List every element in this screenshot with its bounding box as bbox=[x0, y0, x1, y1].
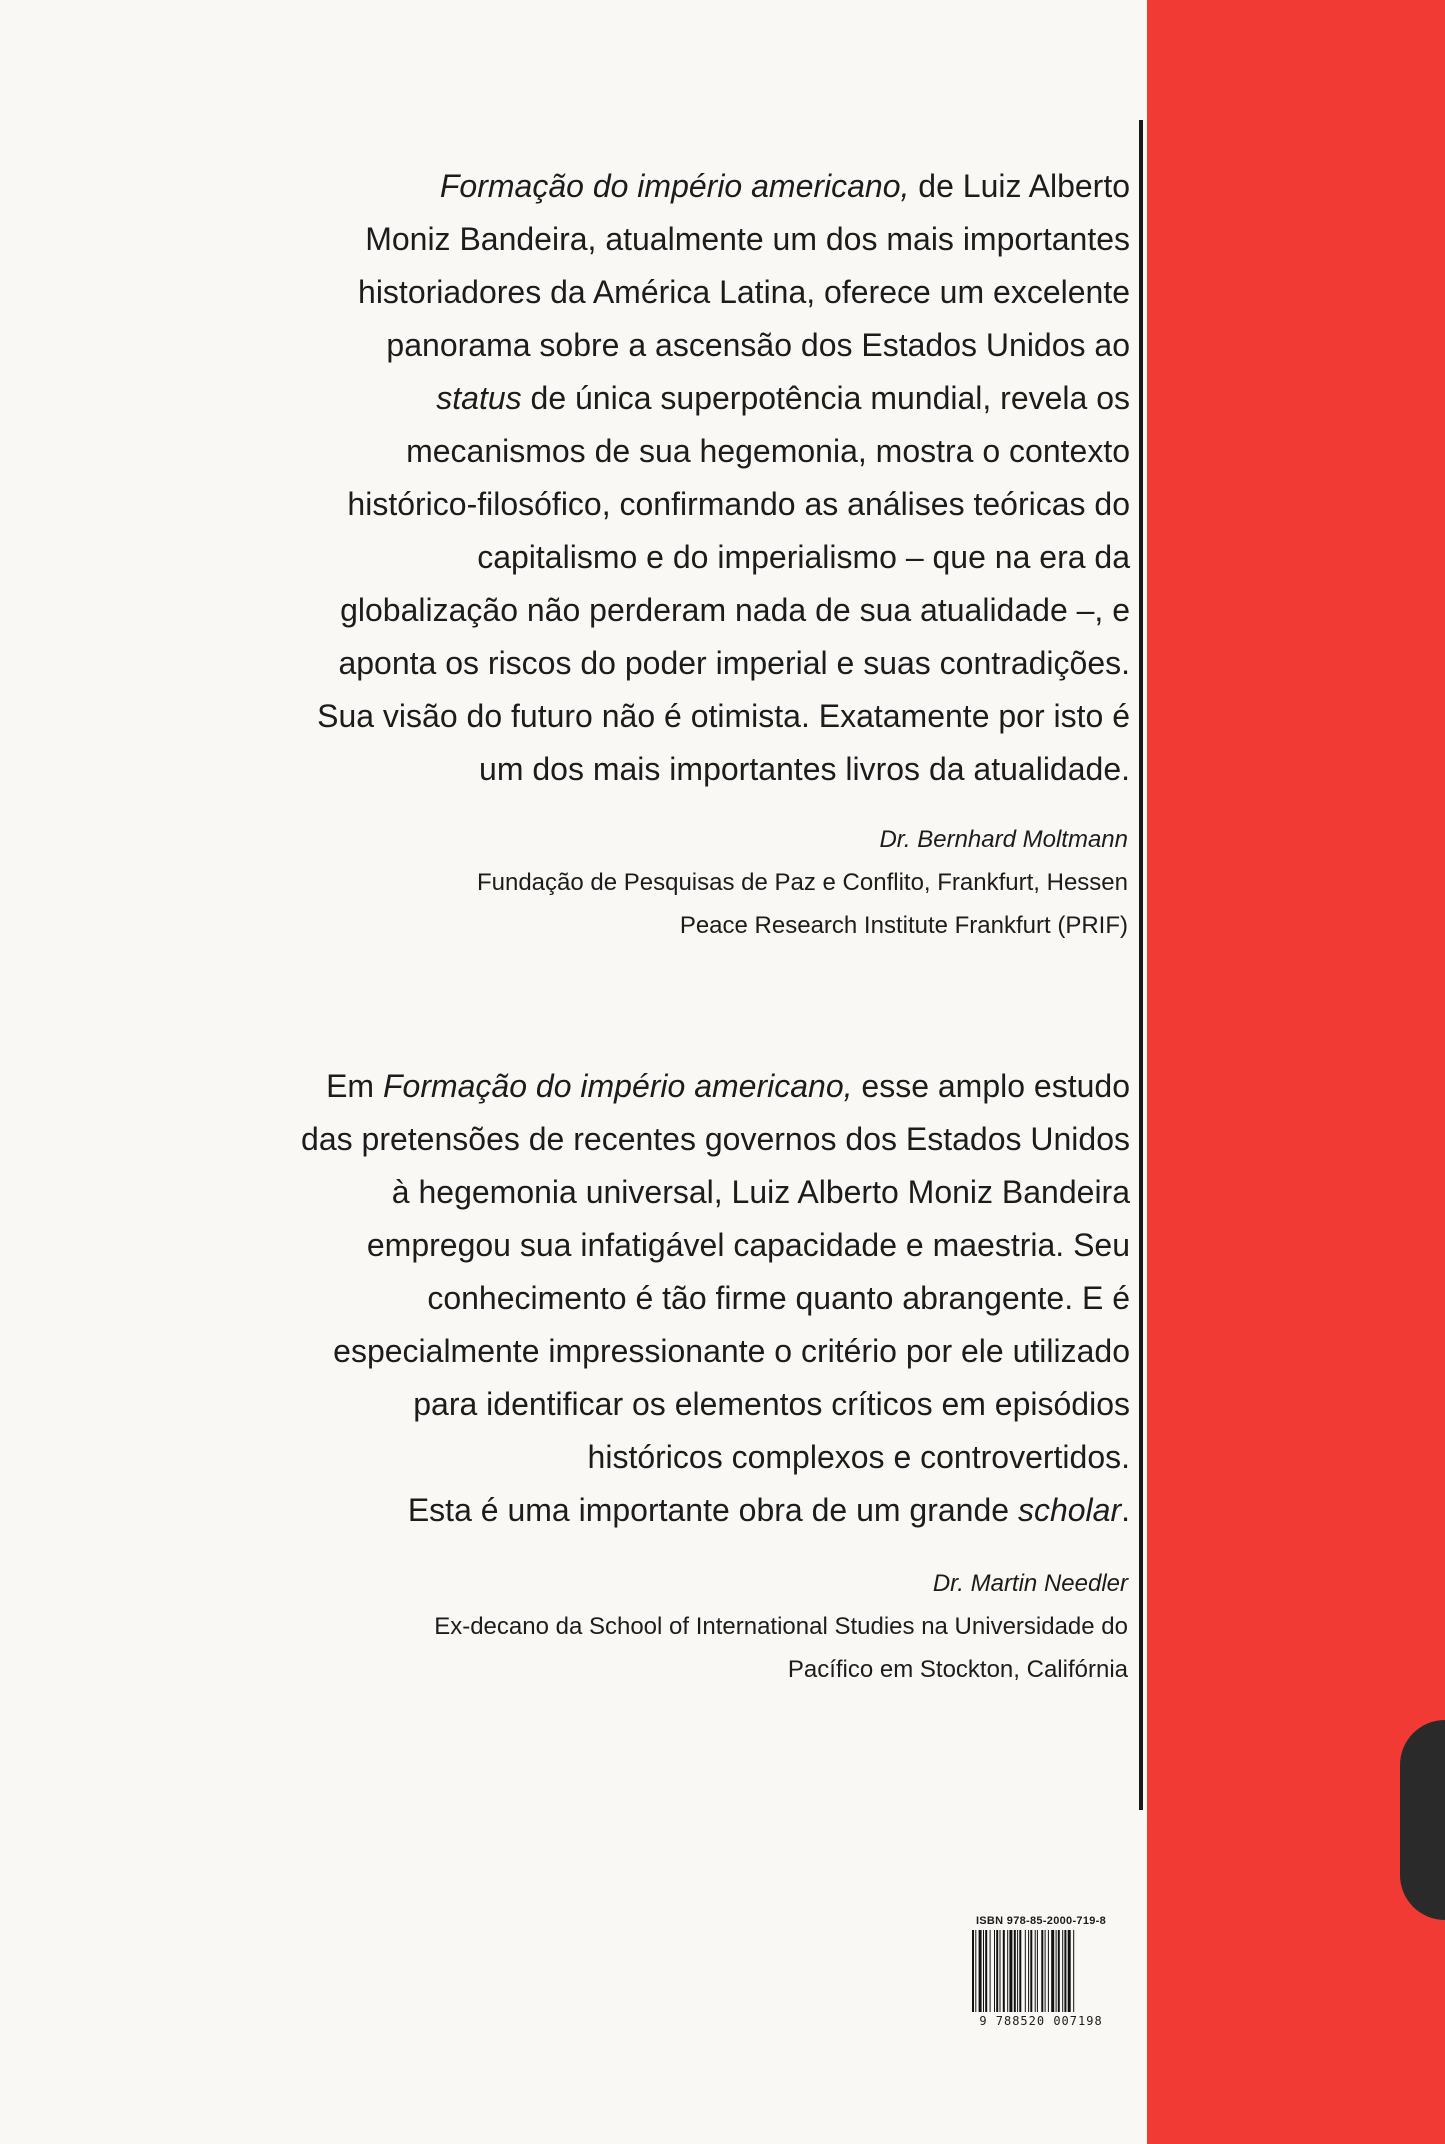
barcode-bar bbox=[990, 1930, 991, 2012]
blurb-text: esse amplo estudo bbox=[852, 1068, 1130, 1104]
author-affiliation: Peace Research Institute Frankfurt (PRIF) bbox=[679, 912, 1128, 939]
barcode-bar bbox=[1019, 1930, 1021, 2012]
barcode-bar bbox=[1035, 1930, 1036, 2012]
blurb-needler bbox=[210, 1060, 1130, 1537]
barcode-bar bbox=[1048, 1930, 1049, 2012]
blurb-line: à hegemonia universal, Luiz Alberto Moniz Bandeira bbox=[391, 1174, 1130, 1210]
barcode-bar bbox=[983, 1930, 984, 2012]
barcode-bar bbox=[1064, 1930, 1066, 2012]
barcode-bar bbox=[1030, 1930, 1032, 2012]
barcode-bar bbox=[1056, 1930, 1057, 2012]
author-name: Dr. Bernhard Moltmann bbox=[879, 826, 1128, 853]
isbn-digits: 9 788520 007198 bbox=[979, 2014, 1103, 2028]
barcode-bar bbox=[1068, 1930, 1071, 2012]
blurb-line: capitalismo e do imperialismo – que na era da bbox=[477, 539, 1130, 575]
barcode-bar bbox=[985, 1930, 987, 2012]
barcode-bar bbox=[1028, 1930, 1029, 2012]
barcode-bar bbox=[1041, 1930, 1043, 2012]
barcode-bar bbox=[1014, 1930, 1016, 2012]
blurb-line: globalização não perderam nada de sua atualidade –, e bbox=[340, 592, 1130, 628]
barcode-bar bbox=[996, 1930, 998, 2012]
blurb-line: histórico-filosófico, confirmando as análises teóricas do bbox=[347, 486, 1130, 522]
author-name: Dr. Martin Needler bbox=[932, 1570, 1128, 1597]
blurb-line: panorama sobre a ascensão dos Estados Unidos ao bbox=[386, 327, 1130, 363]
barcode-bar bbox=[1062, 1930, 1063, 2012]
isbn-label: ISBN 978-85-2000-719-8 bbox=[975, 1915, 1107, 1927]
isbn-barcode bbox=[970, 1912, 1112, 2042]
blurb-line: para identificar os elementos críticos em episódios bbox=[413, 1386, 1130, 1422]
blurb-line: conhecimento é tão firme quanto abrangente. E é bbox=[427, 1280, 1130, 1316]
book-title-italic: Formação do império americano, bbox=[382, 1068, 853, 1104]
blurb-line: Moniz Bandeira, atualmente um dos mais importantes bbox=[365, 221, 1130, 257]
author-affiliation: Fundação de Pesquisas de Paz e Conflito, Frankfurt, Hessen bbox=[476, 869, 1128, 896]
blurb-moltmann bbox=[210, 160, 1130, 796]
blurb-line bbox=[210, 372, 1130, 425]
barcode-bar bbox=[975, 1930, 976, 2012]
barcode-bar bbox=[1037, 1930, 1038, 2012]
barcode-bar bbox=[1058, 1930, 1060, 2012]
blurb-text: de única superpotência mundial, revela os bbox=[521, 380, 1130, 416]
blurb-line: Sua visão do futuro não é otimista. Exatamente por isto é bbox=[317, 698, 1130, 734]
blurb-line: das pretensões de recentes governos dos Estados Unidos bbox=[301, 1121, 1130, 1157]
blurb-line: mecanismos de sua hegemonia, mostra o contexto bbox=[406, 433, 1130, 469]
blurb-text: de Luiz Alberto bbox=[909, 168, 1130, 204]
barcode-bar bbox=[1073, 1930, 1074, 2012]
blurb-line: históricos complexos e controvertidos. bbox=[587, 1439, 1130, 1475]
barcode-bar bbox=[972, 1930, 974, 2012]
book-title-italic: Formação do império americano, bbox=[439, 168, 910, 204]
barcode-bar bbox=[1007, 1930, 1008, 2012]
barcode-bar bbox=[994, 1930, 995, 2012]
blurb-text: Em bbox=[326, 1068, 383, 1104]
barcode-bar bbox=[1000, 1930, 1001, 2012]
barcode-bar bbox=[1009, 1930, 1012, 2012]
barcode-bars bbox=[970, 1930, 1112, 2012]
spine-notch-shape bbox=[1400, 1720, 1445, 1920]
blurb-line: aponta os riscos do poder imperial e suas contradições. bbox=[338, 645, 1130, 681]
attribution-moltmann bbox=[210, 818, 1128, 947]
barcode-bar bbox=[1003, 1930, 1005, 2012]
author-affiliation: Pacífico em Stockton, Califórnia bbox=[787, 1656, 1128, 1683]
barcode-bar bbox=[979, 1930, 982, 2012]
barcode-bar bbox=[1017, 1930, 1018, 2012]
scholar-italic: scholar bbox=[1017, 1492, 1122, 1528]
blurb-line: especialmente impressionante o critério por ele utilizado bbox=[333, 1333, 1130, 1369]
blurb-text: Esta é uma importante obra de um grande bbox=[407, 1492, 1018, 1528]
barcode-bar bbox=[1025, 1930, 1026, 2012]
blurb-line bbox=[210, 160, 1130, 213]
barcode-bar bbox=[1051, 1930, 1054, 2012]
blurb-line bbox=[210, 1484, 1130, 1537]
author-affiliation: Ex-decano da School of International Studies na Universidade do bbox=[434, 1613, 1128, 1640]
barcode-bar bbox=[1045, 1930, 1046, 2012]
blurb-line: empregou sua infatigável capacidade e maestria. Seu bbox=[366, 1227, 1130, 1263]
blurb-text: . bbox=[1121, 1492, 1130, 1528]
blurb-line: historiadores da América Latina, oferece um excelente bbox=[358, 274, 1130, 310]
attribution-needler bbox=[210, 1562, 1128, 1691]
spine-edge-line bbox=[1139, 120, 1143, 1810]
status-italic: status bbox=[436, 380, 522, 416]
blurb-line bbox=[210, 1060, 1130, 1113]
blurb-line: um dos mais importantes livros da atualidade. bbox=[479, 751, 1130, 787]
